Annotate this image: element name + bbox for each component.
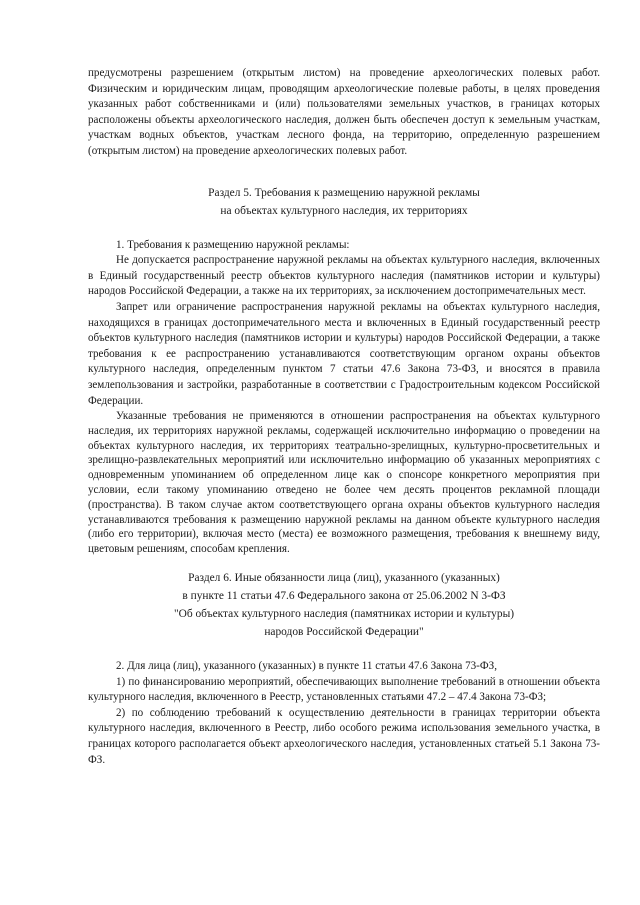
section-5-heading — [88, 184, 600, 220]
section-6-subitem-1: 1) по финансированию мероприятий, обеспечивающих выполнение требований в отношении объекта культурного наследия, включенного в Реестр, установленных статьями 47.2 – 47.4 Закона 73-ФЗ; — [88, 675, 600, 704]
section-6-heading — [88, 569, 600, 641]
paragraph-archaeological-access: предусмотрены разрешением (открытым листом) на проведение археологических полевых работ. Физическим и юридическим лицам, проводящим археологические полевые работы, в целях проведения указанных работ собственниками и (или) пользователями земельных участков, в границах которых расположены объекты археологического наследия, должен быть обеспечен доступ к земельным участкам, участкам водных объектов, участкам лесного фонда, на территорию, определенную разрешением (открытым листом) на проведение археологических полевых работ. — [88, 67, 600, 157]
section-5-paragraph-1: Не допускается распространение наружной рекламы на объектах культурного наследия, включенных в Единый государственный реестр объектов культурного наследия (памятников истории и культуры) народов Российской Федерации, а также на их территориях, за исключением достопримечательных мест. — [88, 254, 600, 298]
section-5-paragraph-3: Указанные требования не применяются в отношении распространения на объектах культурного наследия, их территориях наружной рекламы, содержащей исключительно информацию о проведении на объектах культурного наследия, их территориях театрально-зрелищных, культурно-просветительных и зрелищно-развлекательных мероприятий или исключительно информацию об указанных мероприятиях с одновременным упоминанием об определенном лице как о спонсоре конкретного мероприятия при условии, если такому упоминанию отведено не более чем десять процентов рекламной площади (пространства). В таком случае актом соответствующего органа охраны объектов культурного наследия устанавливаются требования к размещению наружной рекламы на данном объекте культурного наследия (либо его территории), включая место (места) ее возможного размещения, требования к внешнему виду, цветовым решениям, способам крепления. — [88, 410, 600, 556]
section-5-paragraph-2: Запрет или ограничение распространения наружной рекламы на объектах культурного наследия, находящихся в границах достопримечательного места и включенных в Единый государственный реестр объектов культурного наследия (памятников истории и культуры) народов Российской Федерации, а также требования к ее распространению устанавливаются соответствующим органом охраны объектов культурного наследия, определенным пунктом 7 статьи 47.6 Закона 73-ФЗ, и вносятся в правила землепользования и застройки, разработанные в соответствии с Градостроительным кодексом Российской Федерации. — [88, 300, 600, 407]
section-5-title-line1: Раздел 5. Требования к размещению наружной рекламы — [208, 186, 480, 199]
section-6-title-line2: в пункте 11 статьи 47.6 Федерального закона от 25.06.2002 N 3-ФЗ — [182, 590, 506, 603]
section-5-item-1: 1. Требования к размещению наружной рекламы: — [116, 238, 350, 251]
section-5-title-line2: на объектах культурного наследия, их территориях — [220, 204, 468, 217]
section-6-item-2: 2. Для лица (лиц), указанного (указанных) в пункте 11 статьи 47.6 Закона 73-ФЗ, — [116, 660, 497, 673]
section-6-title-line3: "Об объектах культурного наследия (памятниках истории и культуры) — [173, 608, 515, 621]
section-6-title-line4: народов Российской Федерации" — [264, 626, 424, 639]
section-6-title-line1: Раздел 6. Иные обязанности лица (лиц), указанного (указанных) — [188, 572, 500, 585]
section-6-subitem-2: 2) по соблюдению требований к осуществлению деятельности в границах территории объекта культурного наследия, включенного в Реестр, либо особого режима использования земельного участка, в границах которого располагается объект археологического наследия, установленных статьей 5.1 Закона 73-ФЗ. — [88, 706, 600, 766]
